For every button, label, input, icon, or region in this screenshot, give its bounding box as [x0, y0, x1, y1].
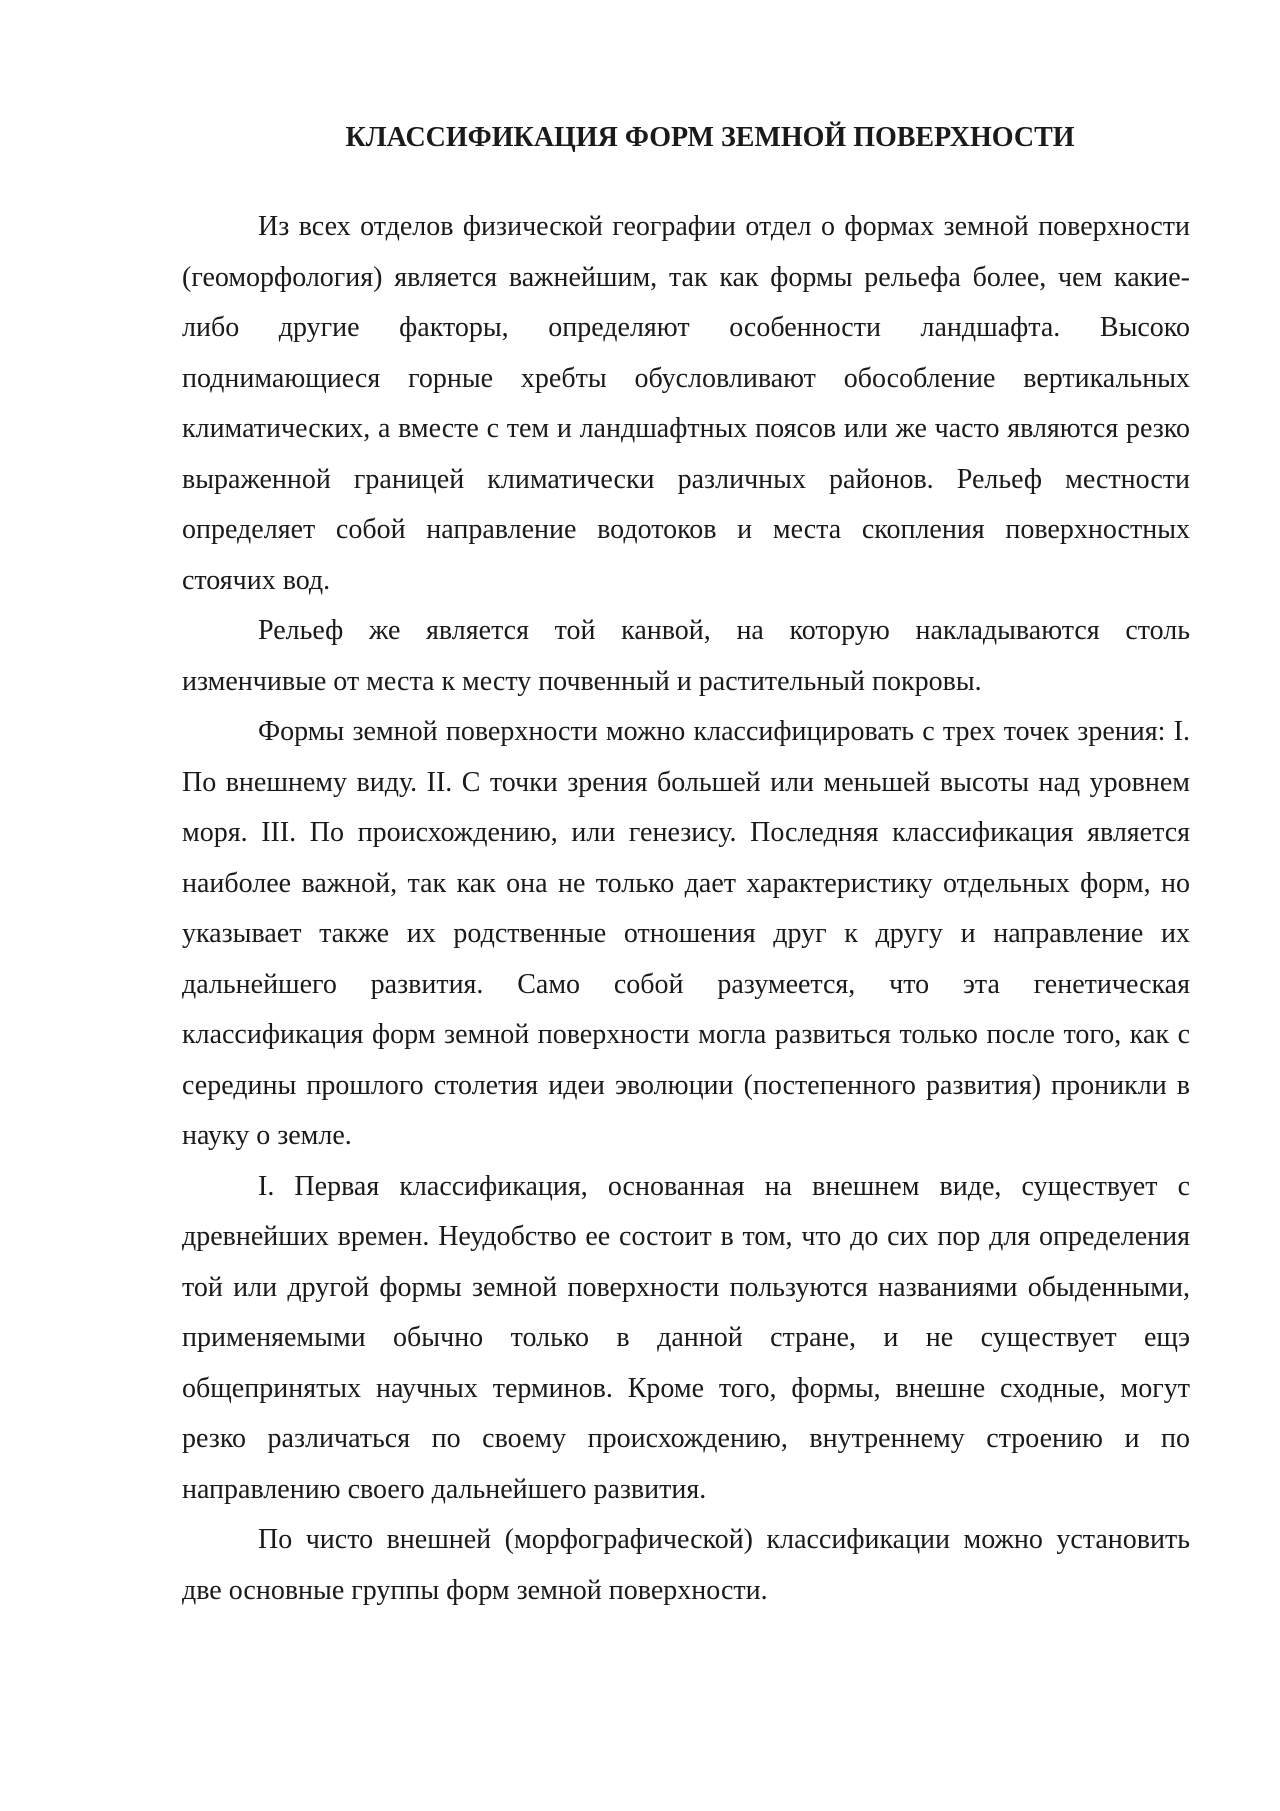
paragraph-2: Рельеф же является той канвой, на которую накладываются столь изменчивые от места к месту почвенный и растительный покровы. — [182, 615, 1190, 697]
paragraph-5: По чисто внешней (морфографической) классификации можно установить две основные группы форм земной поверхности. — [182, 1524, 1190, 1606]
paragraph-1: Из всех отделов физической географии отдел о формах земной поверхности (геоморфология) является важнейшим, так как формы рельефа более, чем какие-либо другие факторы, определяют особенности ландшафта. Высоко поднимающиеся горные хребты обусловливают обособление вертикальных климатических, а вместе с тем и ландшафтных поясов или же часто являются резко выраженной границей климатически различных районов. Рельеф местности определяет собой направление водотоков и места скопления поверхностных стоячих вод. — [182, 211, 1190, 596]
document-body — [182, 112, 1190, 1616]
paragraph-4: I. Первая классификация, основанная на внешнем виде, существует с древнейших времен. Неудобство ее состоит в том, что до сих пор для определения той или другой формы земной поверхности пользуются названиями обыденными, применяемыми обычно только в данной стране, и не существует ещэ общепринятых научных терминов. Кроме того, формы, внешне сходные, могут резко различаться по своему происхождению, внутреннему строению и по направлению своего дальнейшего развития. — [182, 1170, 1190, 1505]
paragraph-3: Формы земной поверхности можно классифицировать с трех точек зрения: I. По внешнему виду. II. С точки зрения большей или меньшей высоты над уровнем моря. III. По происхождению, или генезису. Последняя классификация является наиболее важной, так как она не только дает характеристику отдельных форм, но указывает также их родственные отношения друг к другу и направление их дальнейшего развития. Само собой разумеется, что эта генетическая классификация форм земной поверхности могла развиться только после того, как с середины прошлого столетия идеи эволюции (постепенного развития) проникли в науку о земле. — [182, 716, 1190, 1151]
document-title: КЛАССИФИКАЦИЯ ФОРМ ЗЕМНОЙ ПОВЕРХНОСТИ — [345, 122, 1075, 153]
